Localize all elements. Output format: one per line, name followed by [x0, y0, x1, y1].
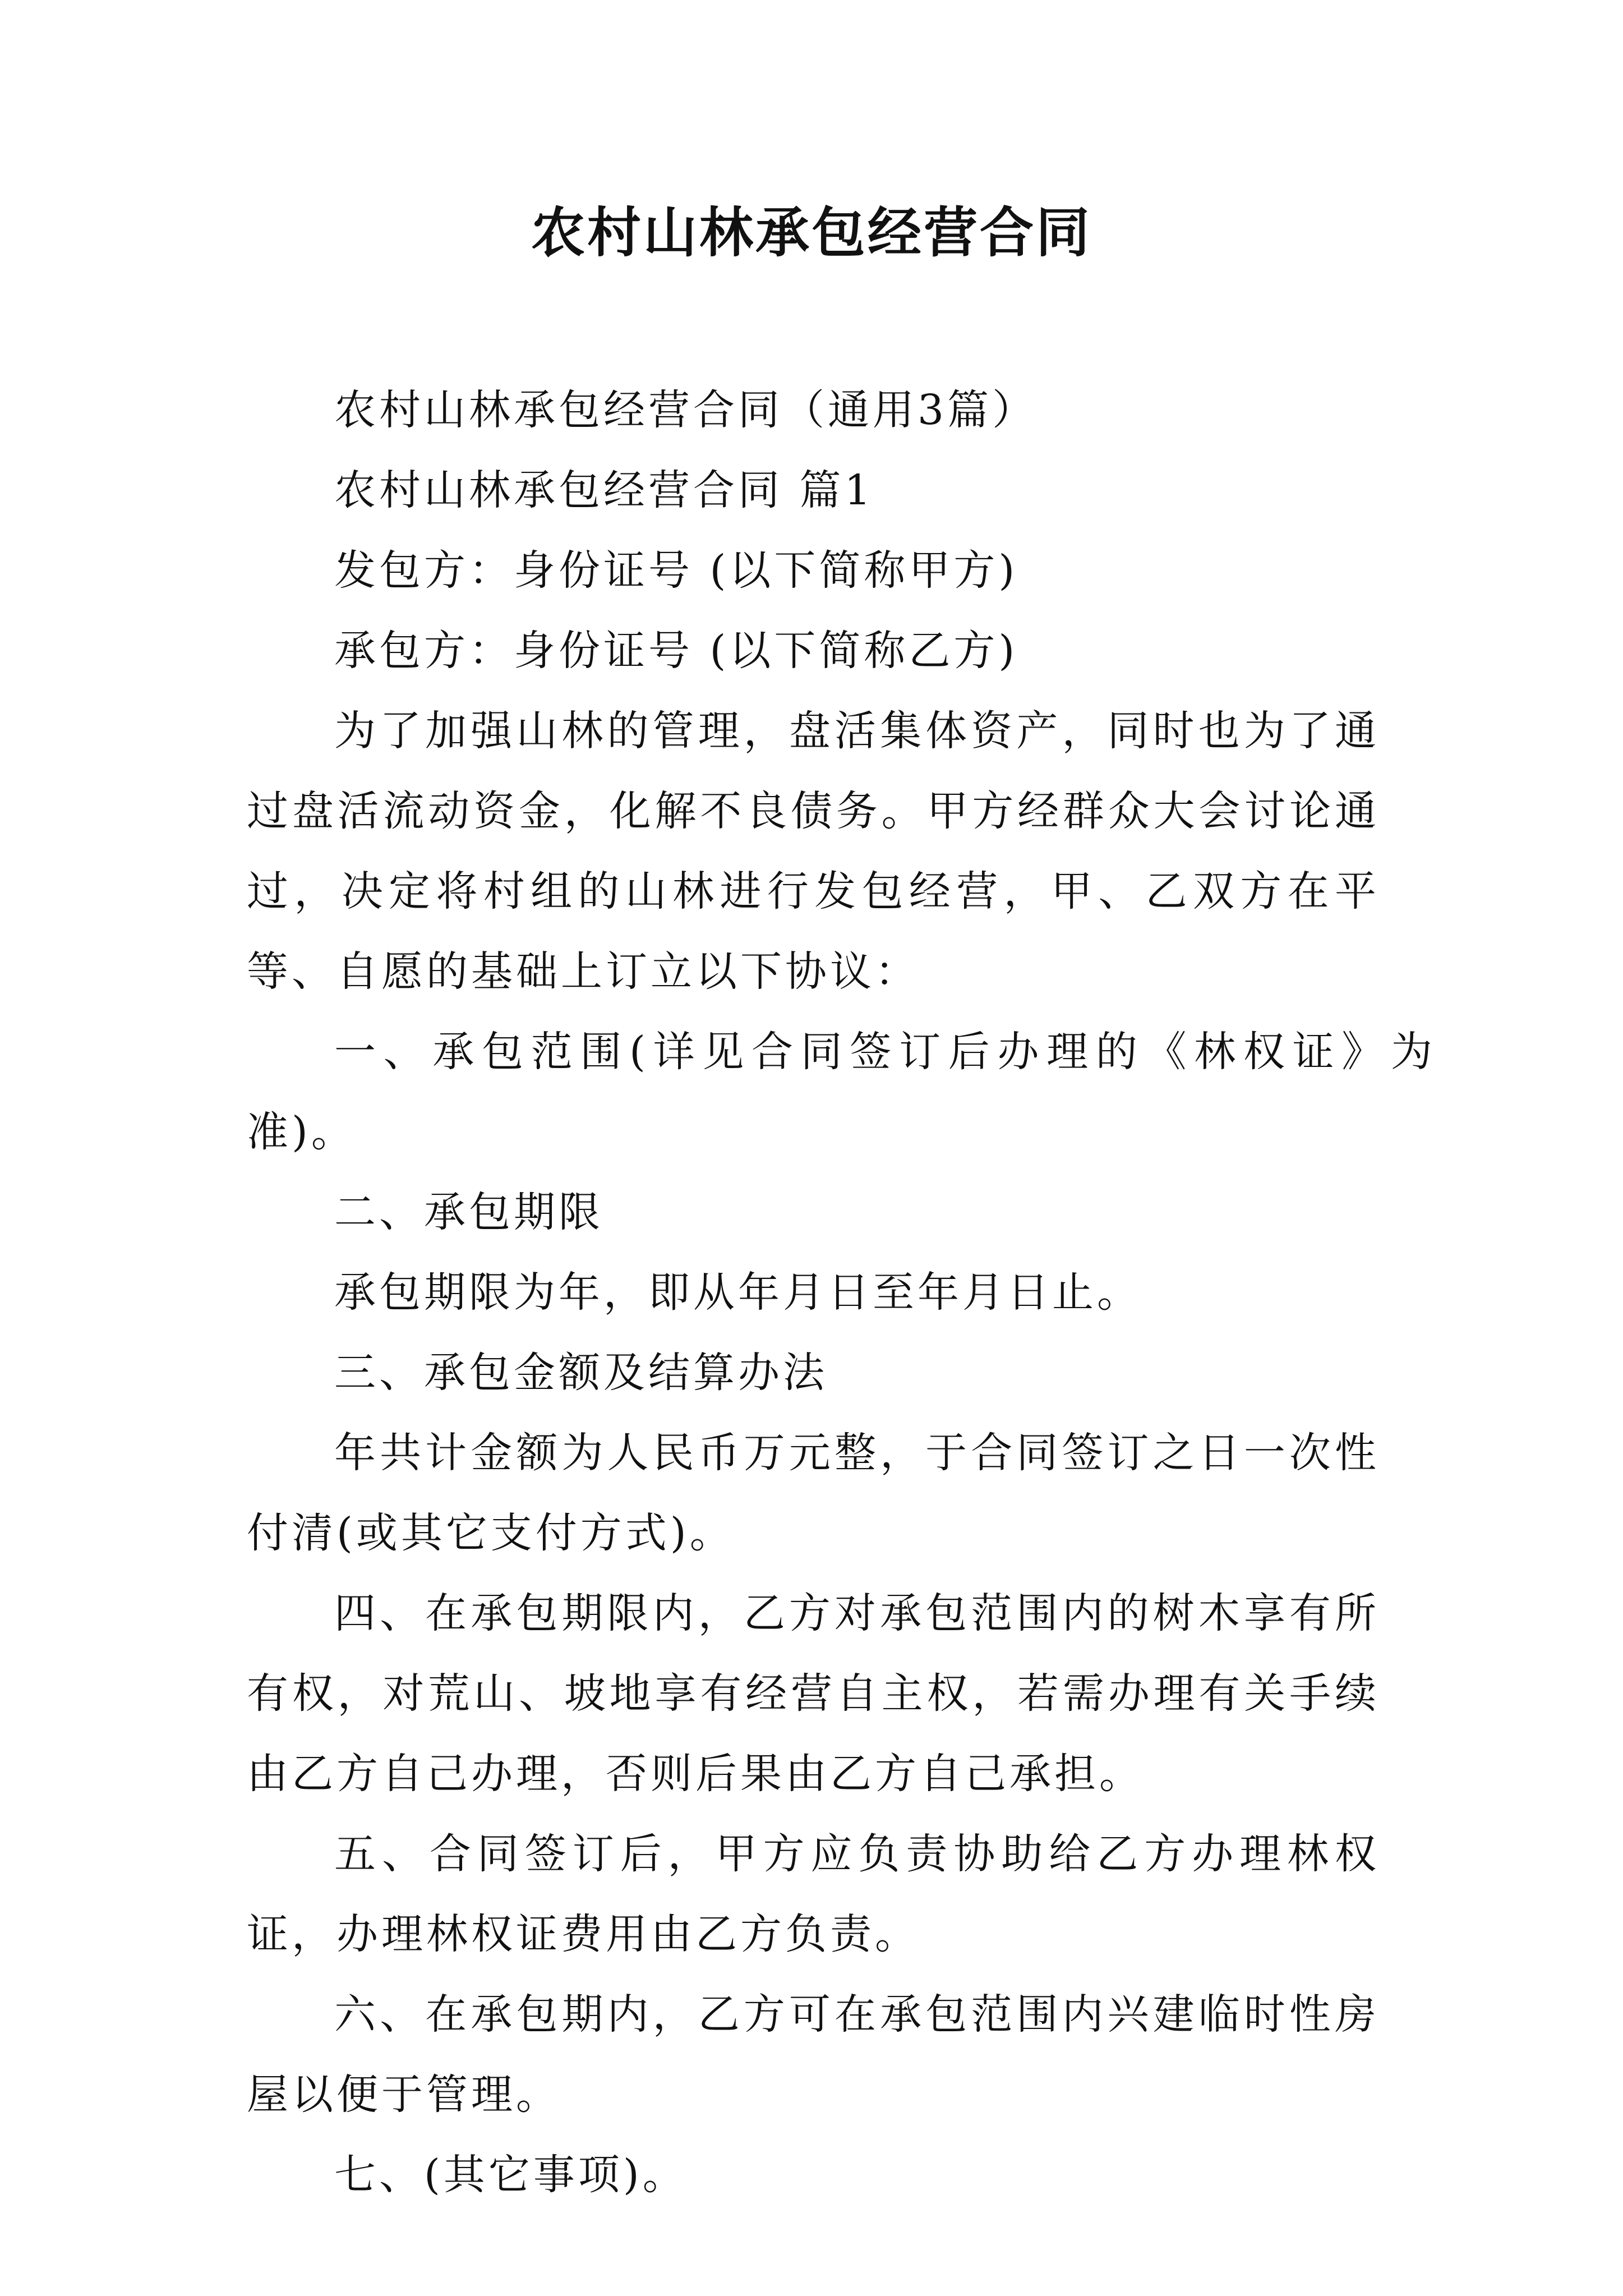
paragraph-clause-2-heading: 二、承包期限: [334, 1188, 603, 1236]
paragraph-clause-5: 五、合同签订后，甲方应负责协助给乙方办理林权证，办理林权证费用由乙方负责。: [247, 1830, 1380, 1958]
paragraph-party-a: 发包方：身份证号 (以下简称甲方): [334, 546, 1018, 595]
paragraph-subtitle: 农村山林承包经营合同（通用3篇）: [334, 386, 1038, 434]
paragraph-party-b: 承包方：身份证号 (以下简称乙方): [334, 627, 1018, 675]
paragraph-clause-1: 一、承包范围(详见合同签订后办理的《林权证》为准)。: [247, 1028, 1436, 1156]
paragraph-part-heading: 农村山林承包经营合同 篇1: [334, 466, 874, 514]
paragraph-clause-6: 六、在承包期内，乙方可在承包范围内兴建临时性房屋以便于管理。: [247, 1990, 1380, 2119]
document-title: 农村山林承包经营合同: [531, 201, 1092, 264]
paragraph-clause-4: 四、在承包期限内，乙方对承包范围内的树木享有所有权，对荒山、坡地享有经营自主权，若需办理有关手续由乙方自己办理，否则后果由乙方自己承担。: [247, 1589, 1380, 1798]
document-body: [247, 370, 1436, 2215]
paragraph-clause-2-text: 承包期限为年，即从年月日至年月日止。: [334, 1268, 1142, 1317]
paragraph-clause-3-heading: 三、承包金额及结算办法: [334, 1349, 828, 1397]
paragraph-clause-3-text: 年共计金额为人民币万元整，于合同签订之日一次性付清(或其它支付方式)。: [247, 1429, 1380, 1557]
paragraph-preamble: 为了加强山林的管理，盘活集体资产，同时也为了通过盘活流动资金，化解不良债务。甲方经群众大会讨论通过，决定将村组的山林进行发包经营，甲、乙双方在平等、自愿的基础上订立以下协议：: [247, 707, 1380, 996]
paragraph-clause-7: 七、(其它事项)。: [334, 2151, 688, 2199]
